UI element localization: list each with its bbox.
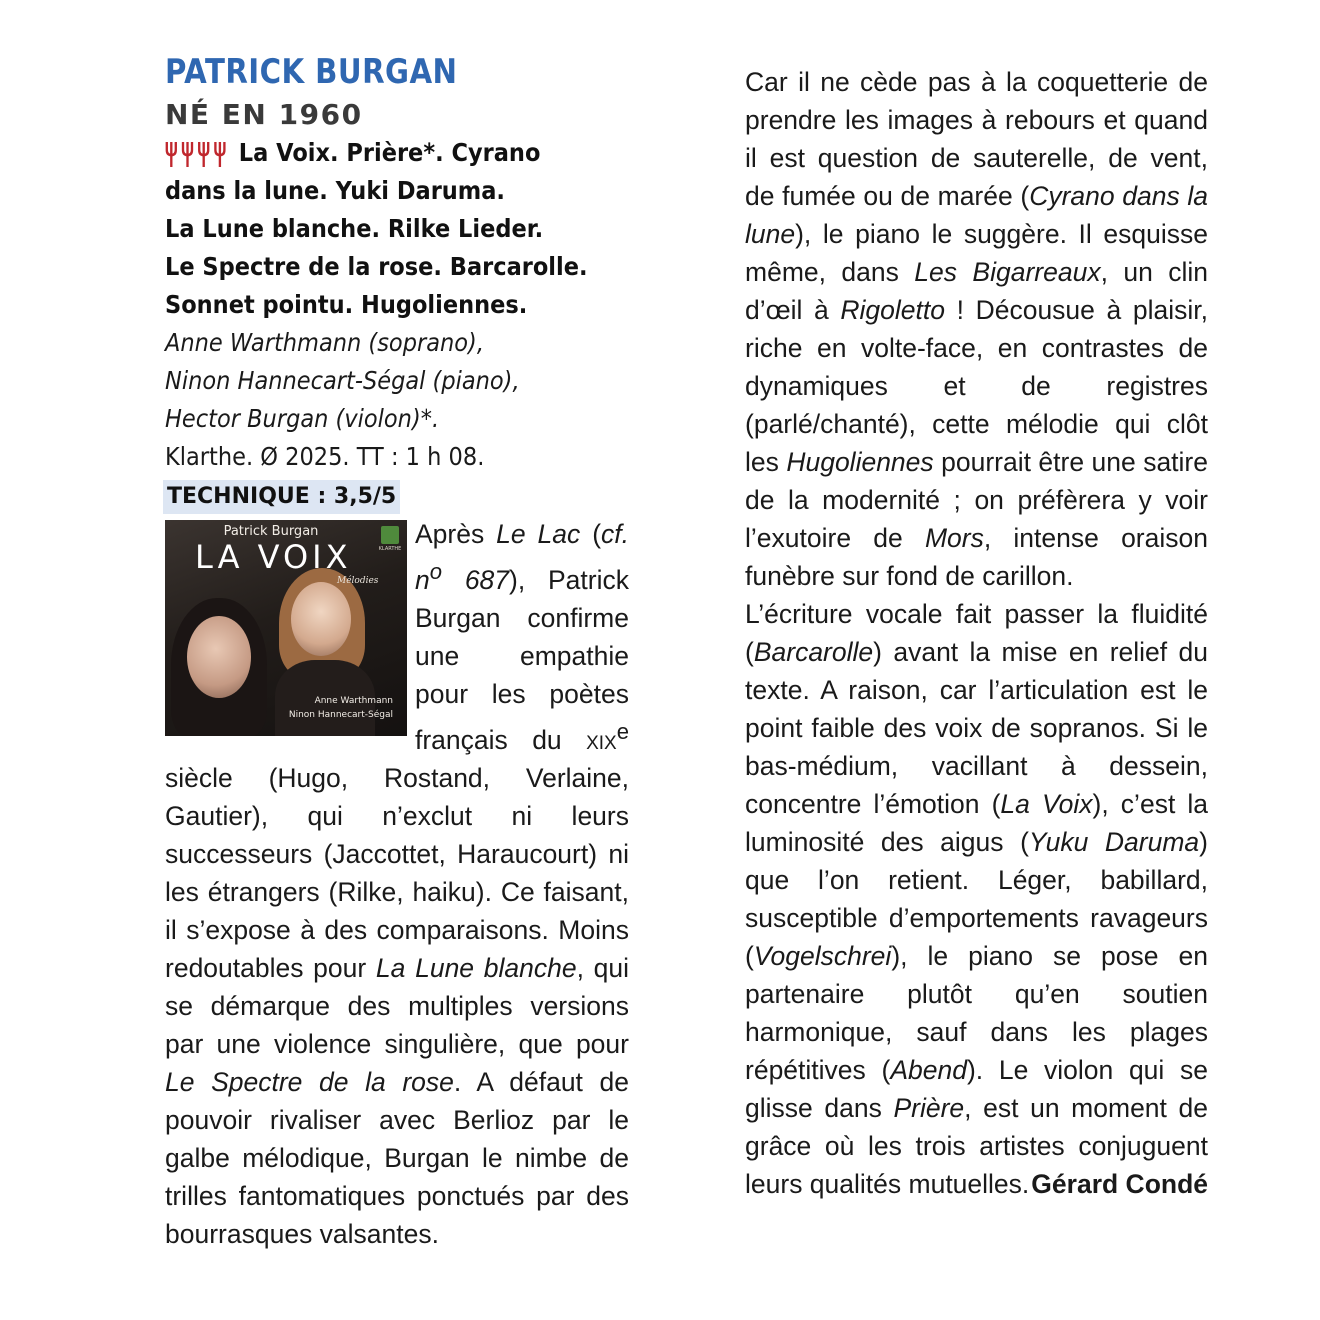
review-paragraph: Car il ne cède pas à la coquetterie de prendre les images à rebours et quand il est question de sauterelle, de vent, de fumée ou de marée (Cyrano dans la lune), le piano le suggère. Il esquisse même, dans Les Bigarreaux, un clin d’œil à Rigoletto ! Décousue à plaisir, riche en volte-face, en contrastes de dynamiques et de registres (parlé/chanté), cette mélodie qui clôt les Hugoliennes pourrait être une satire de la modernité ; on préfèrera y voir l’exutoire de Mors, intense oraison funèbre sur fond de carillon. [745, 67, 1208, 591]
review-column-2 [745, 63, 1208, 1203]
birth-year: NÉ EN 1960 [165, 98, 363, 131]
rating-forks [165, 134, 230, 172]
cover-label: KLARTHE [378, 546, 402, 552]
cover-float-spacer [165, 515, 415, 743]
cover-subtitle: Mélodies [337, 576, 379, 586]
review-paragraph: L’écriture vocale fait passer la fluidité (Barcarolle) avant la mise en relief du texte. A raison, car l’articulation est le point faible des voix de sopranos. Si le bas-médium, vacillant à dessein, concentre l’émotion (La Voix), c’est la luminosité des aigus (Yuku Daruma) que l’on retient. Léger, babillard, susceptible d’emportements ravageurs (Vogelschrei), le piano se pose en partenaire plutôt qu’en soutien harmonique, sauf dans les plages répétitives (Abend). Le violon qui se glisse dans Prière, est un moment de grâce où les trois artistes conjuguent leurs qualités mutuelles. Gérard Condé [745, 595, 1208, 1203]
performer-line: Anne Warthmann (soprano), [165, 328, 484, 357]
works-line: Sonnet pointu. Hugoliennes. [165, 290, 528, 319]
cover-title: LA VOIX [195, 538, 352, 576]
cover-artist: Patrick Burgan [223, 524, 319, 539]
review-paragraph: Après Le Lac (cf. $n^o$ 687), Patrick Burgan confirme une empathie pour les poètes français du xix$^e$ siècle (Hugo, Rostand, Verlaine, Gautier), qui n’exclut ni leurs successeurs (Jaccottet, Haraucourt) ni les étrangers (Rilke, haiku). Ce faisant, il s’expose à des comparaisons. Moins redoutables pour La Lune blanche, qui se démarque des multiples versions par une violence singulière, que pour Le Spectre de la rose. A défaut de pouvoir rivaliser avec Berlioz par le galbe mélodique, Burgan le nimbe de trilles fantomatiques ponctués par des bourrasques valsantes. [165, 519, 630, 1249]
fork-icon [197, 141, 210, 167]
works-line: La Voix. Prière*. Cyrano [165, 134, 588, 172]
technique-rating: TECHNIQUE : 3,5/5 [163, 480, 400, 514]
fork-icon [214, 141, 227, 167]
works-line: La Lune blanche. Rilke Lieder. [165, 214, 544, 243]
cover-performers: Anne Warthmann Ninon Hannecart-Ségal [288, 696, 393, 720]
fork-icon [165, 141, 178, 167]
composer-name: PATRICK BURGAN [165, 52, 458, 92]
record-header [165, 134, 635, 476]
fork-icon [181, 141, 194, 167]
works-line: Le Spectre de la rose. Barcarolle. [165, 252, 588, 281]
works-line: dans la lune. Yuki Daruma. [165, 176, 505, 205]
review-signature: Gérard Condé [1031, 1169, 1208, 1199]
review-column-1 [165, 515, 629, 1253]
label-line: Klarthe. Ø 2025. TT : 1 h 08. [165, 442, 485, 471]
performer-line: Ninon Hannecart-Ségal (piano), [165, 366, 520, 395]
performer-line: Hector Burgan (violon)*. [165, 404, 440, 433]
